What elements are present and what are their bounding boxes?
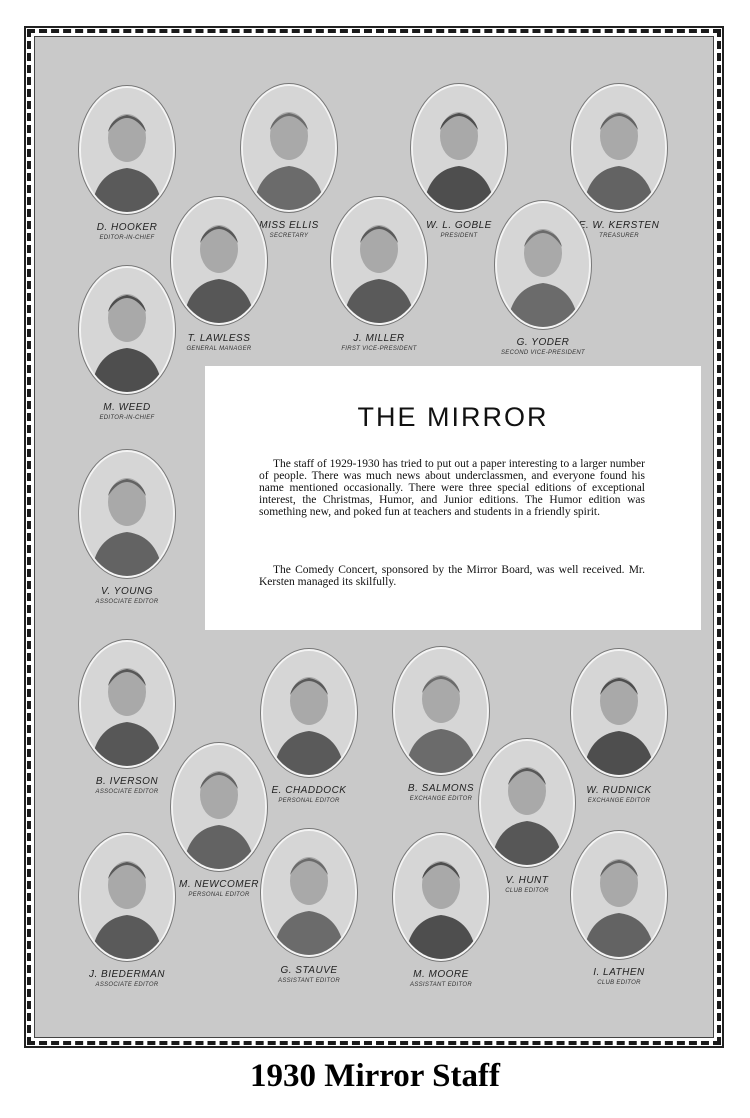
staff-portrait xyxy=(395,649,487,802)
staff-name: J. MILLER xyxy=(353,333,405,344)
staff-name: V. HUNT xyxy=(505,875,549,886)
person-silhouette-icon xyxy=(497,203,589,327)
portrait-photo xyxy=(333,199,425,323)
portrait-photo xyxy=(395,649,487,773)
portrait-photo xyxy=(81,268,173,392)
staff-portrait xyxy=(481,741,573,894)
staff-portrait xyxy=(413,86,505,239)
portrait-photo xyxy=(81,452,173,576)
staff-role: PRESIDENT xyxy=(440,233,478,239)
staff-name: M. WEED xyxy=(103,402,151,413)
staff-role: CLUB EDITOR xyxy=(505,888,549,894)
person-silhouette-icon xyxy=(333,199,425,323)
staff-name: M. MOORE xyxy=(413,969,469,980)
staff-name: V. YOUNG xyxy=(101,586,153,597)
staff-name: E. W. KERSTEN xyxy=(578,220,660,231)
page-caption: 1930 Mirror Staff xyxy=(250,1058,500,1094)
staff-name: T. LAWLESS xyxy=(187,333,251,344)
person-silhouette-icon xyxy=(243,86,335,210)
staff-portrait xyxy=(81,642,173,795)
portrait-photo xyxy=(81,835,173,959)
staff-portrait xyxy=(263,831,355,984)
staff-portrait xyxy=(81,452,173,605)
person-silhouette-icon xyxy=(573,833,665,957)
staff-portrait xyxy=(497,203,589,356)
staff-role: SECOND VICE-PRESIDENT xyxy=(501,350,585,356)
staff-name: D. HOOKER xyxy=(96,222,158,233)
person-silhouette-icon xyxy=(263,831,355,955)
staff-role: EXCHANGE EDITOR xyxy=(587,798,651,804)
staff-role: ASSOCIATE EDITOR xyxy=(95,599,159,605)
staff-name: G. STAUVE xyxy=(280,965,338,976)
person-silhouette-icon xyxy=(413,86,505,210)
portrait-photo xyxy=(573,86,665,210)
portrait-photo xyxy=(263,651,355,775)
staff-portrait xyxy=(573,86,665,239)
portrait-photo xyxy=(263,831,355,955)
person-silhouette-icon xyxy=(173,745,265,869)
staff-role: PERSONAL EDITOR xyxy=(278,798,340,804)
staff-name: M. NEWCOMER xyxy=(179,879,259,890)
article-title: THE MIRROR xyxy=(357,402,549,432)
staff-name: W. RUDNICK xyxy=(586,785,652,796)
portrait-photo xyxy=(481,741,573,865)
portrait-photo xyxy=(395,835,487,959)
staff-role: EXCHANGE EDITOR xyxy=(409,796,473,802)
portrait-photo xyxy=(573,651,665,775)
portrait-photo xyxy=(173,199,265,323)
staff-name: J. BIEDERMAN xyxy=(88,969,165,980)
staff-name: B. SALMONS xyxy=(407,783,475,794)
staff-portrait xyxy=(243,86,335,239)
staff-name: B. IVERSON xyxy=(95,776,159,787)
staff-role: ASSOCIATE EDITOR xyxy=(95,982,159,988)
staff-portrait xyxy=(173,745,265,898)
staff-portrait xyxy=(81,88,173,241)
staff-role: ASSISTANT EDITOR xyxy=(278,978,340,984)
person-silhouette-icon xyxy=(263,651,355,775)
portrait-photo xyxy=(573,833,665,957)
staff-portrait xyxy=(263,651,355,804)
person-silhouette-icon xyxy=(395,835,487,959)
person-silhouette-icon xyxy=(81,268,173,392)
person-silhouette-icon xyxy=(81,88,173,212)
person-silhouette-icon xyxy=(395,649,487,773)
article-paragraph: The Comedy Concert, sponsored by the Mirror Board, was well received. Mr. Kersten managed its skilfully. xyxy=(259,564,645,588)
staff-name: I. LATHEN xyxy=(593,967,645,978)
staff-name: W. L. GOBLE xyxy=(426,220,492,231)
person-silhouette-icon xyxy=(173,199,265,323)
staff-role: FIRST VICE-PRESIDENT xyxy=(341,346,417,352)
portrait-photo xyxy=(497,203,589,327)
staff-name: MISS ELLIS xyxy=(259,220,319,231)
staff-portrait xyxy=(333,199,425,352)
article-paragraph: The staff of 1929-1930 has tried to put out a paper interesting to a larger number of people. There was much news about underclassmen, and everyone found his name mentioned occasionally. There were three special editions of exceptional interest, the Christmas, Humor, and Junior editions. The Humor edition was something new, and poked fun at teachers and students in a friendly spirit. xyxy=(259,458,645,518)
staff-name: E. CHADDOCK xyxy=(271,785,347,796)
staff-portrait xyxy=(81,835,173,988)
article-box xyxy=(205,366,701,630)
staff-role: SECRETARY xyxy=(269,233,309,239)
staff-role: TREASURER xyxy=(599,233,639,239)
staff-role: EDITOR-IN-CHIEF xyxy=(99,235,155,241)
staff-role: EDITOR-IN-CHIEF xyxy=(99,415,155,421)
portrait-photo xyxy=(81,88,173,212)
staff-portrait xyxy=(173,199,265,352)
person-silhouette-icon xyxy=(573,86,665,210)
staff-role: CLUB EDITOR xyxy=(597,980,641,986)
portrait-photo xyxy=(413,86,505,210)
person-silhouette-icon xyxy=(81,835,173,959)
staff-role: GENERAL MANAGER xyxy=(186,346,252,352)
person-silhouette-icon xyxy=(573,651,665,775)
portrait-photo xyxy=(243,86,335,210)
staff-name: G. YODER xyxy=(516,337,570,348)
staff-portrait xyxy=(395,835,487,988)
staff-role: PERSONAL EDITOR xyxy=(188,892,250,898)
staff-portrait xyxy=(573,651,665,804)
person-silhouette-icon xyxy=(481,741,573,865)
staff-role: ASSOCIATE EDITOR xyxy=(95,789,159,795)
staff-portrait xyxy=(573,833,665,986)
staff-portrait xyxy=(81,268,173,421)
person-silhouette-icon xyxy=(81,452,173,576)
portrait-photo xyxy=(81,642,173,766)
staff-role: ASSISTANT EDITOR xyxy=(410,982,472,988)
person-silhouette-icon xyxy=(81,642,173,766)
portrait-photo xyxy=(173,745,265,869)
